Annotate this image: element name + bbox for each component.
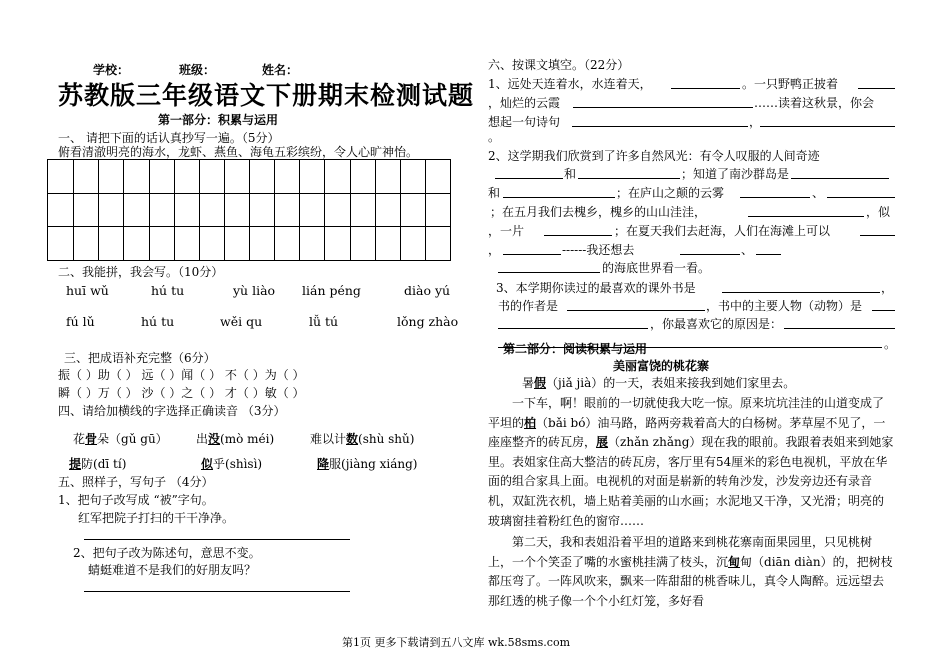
fill-blank[interactable] (503, 254, 561, 255)
pinyin-2: hú tu (151, 283, 185, 298)
pinyin-5: diào yú (404, 283, 451, 298)
q6-line9b: ；在夏天我们去赶海，人们在海滩上可以 (614, 224, 831, 238)
fill-blank[interactable] (567, 310, 705, 311)
story-paragraph-1: 暑假（jiǎ jià）的一天，表姐来接我到她们家里去。 (522, 376, 796, 390)
q6-line6a: 和 (564, 167, 577, 181)
class-label: 班级： (179, 63, 216, 77)
q6-line1b: 。一只野鸭正披着 (742, 77, 839, 91)
q6-title: 六、按课文填空。（22分） (488, 58, 630, 72)
q6-line2b: ……读着这秋景，你会 (754, 96, 875, 110)
q6-line9a: ，一片 (488, 224, 525, 238)
q4-title: 四、请给加横线的字选择正确读音 （3分） (58, 404, 286, 418)
q6-line4: 。 (488, 130, 501, 144)
q6-line12a: 3、本学期你读过的最喜欢的课外书是 (496, 281, 696, 295)
q6-line10b: ------我还想去 (562, 243, 635, 257)
q6-line3b: ， (749, 115, 762, 129)
fill-blank[interactable] (572, 126, 748, 127)
q2-title: 二、我能拼，我会写。（10分） (58, 265, 224, 279)
fill-blank[interactable] (671, 88, 740, 89)
pinyin-3: yù liào (233, 283, 276, 298)
q6-line6b: ；知道了南沙群岛是 (681, 167, 790, 181)
q6-line10a: ， (488, 243, 501, 257)
q5-answer-line-1[interactable] (84, 539, 350, 540)
q4-item-5: 似乎(shìsì) (201, 457, 263, 471)
fill-blank[interactable] (791, 178, 889, 179)
fill-blank[interactable] (860, 235, 895, 236)
pinyin-8: wěi qu (220, 314, 263, 329)
pinyin-7: hú tu (141, 314, 175, 329)
fill-blank[interactable] (680, 254, 740, 255)
fill-blank[interactable] (578, 178, 680, 179)
fill-blank[interactable] (573, 107, 753, 108)
name-label: 姓名： (262, 63, 299, 77)
q6-line7c: 、 (812, 186, 825, 200)
page-footer: 第1页 更多下载请到五八文库 wk.58sms.com (342, 636, 570, 649)
q6-line7a: 和 (488, 186, 501, 200)
q3-title: 三、把成语补充完整（6分） (64, 351, 216, 365)
fill-blank[interactable] (495, 178, 563, 179)
q5-instruction-1: 1、把句子改写成 “被”字句。 (58, 493, 214, 507)
q3-line2: 瞬（ ）万（ ） 沙（ ）之（ ） 才（ ）敏（ ） (58, 386, 305, 400)
pinyin-10: lǒng zhào (397, 314, 459, 329)
copy-grid[interactable] (47, 159, 451, 261)
q6-line2a: ，灿烂的云霞 (488, 96, 561, 110)
pinyin-6: fú lǔ (66, 314, 95, 329)
q1-title: 一、 请把下面的话认真抄写一遍。（5分） (58, 131, 280, 145)
pinyin-4: lián péng (302, 283, 361, 298)
q6-line11: 的海底世界看一看。 (602, 261, 711, 275)
page-title: 苏教版三年级语文下册期末检测试题 (58, 81, 475, 110)
q3-line1: 振（ ）助（ ） 远（ ）闻（ ） 不（ ）为（ ） (58, 368, 305, 382)
fill-blank[interactable] (740, 197, 810, 198)
q6-line3a: 想起一句诗句 (488, 115, 561, 129)
q5-sentence-1: 红军把院子打扫的干干净净。 (78, 511, 235, 525)
q6-line8a: ；在五月我们去槐乡，槐乡的山山洼洼， (490, 205, 707, 219)
fill-blank[interactable] (872, 310, 895, 311)
part1-title: 第一部分：积累与运用 (158, 113, 279, 127)
q4-item-4: 提防(dī tí) (69, 457, 127, 471)
q6-line10c: 、 (741, 243, 754, 257)
q4-item-3: 难以计数(shù shǔ) (310, 432, 415, 446)
q6-line5: 2、这学期我们欣赏到了许多自然风光：有令人叹服的人间奇迹 (488, 149, 820, 163)
q6-line12b: ， (881, 281, 894, 295)
part2-title: 第二部分：阅读积累与运用 (503, 342, 648, 356)
q5-instruction-2: 2、把句子改为陈述句，意思不变。 (73, 546, 261, 560)
school-label: 学校： (93, 63, 130, 77)
fill-blank[interactable] (827, 197, 895, 198)
q5-answer-line-2[interactable] (84, 591, 350, 592)
q4-item-1: 花骨朵（gǔ gū） (73, 432, 168, 446)
fill-blank[interactable] (756, 254, 781, 255)
q4-item-6: 降服(jiàng xiáng) (317, 457, 418, 471)
q6-line13a: 书的作者是 (498, 299, 559, 313)
fill-blank[interactable] (784, 328, 895, 329)
story-paragraph-3: 第二天，我和表姐沿着平坦的道路来到桃花寨南面果园里，只见桃树上，一个个笑歪了嘴的水蜜桃挂满了枝头，沉甸甸（diān diàn）的，把树枝都压弯了。一阵风吹来，飘来一阵甜甜的桃香味儿，真令人陶醉。远远望去那红透的桃子像一个个小红灯笼，多好看 (488, 535, 893, 608)
q5-sentence-2: 蜻蜓难道不是我们的好朋友吗？ (88, 563, 257, 577)
fill-blank[interactable] (544, 235, 612, 236)
q6-line7b: ；在庐山之颠的云雾 (616, 186, 725, 200)
q6-line15: 。 (884, 337, 897, 351)
fill-blank[interactable] (498, 272, 600, 273)
story-title: 美丽富饶的桃花寨 (613, 359, 710, 373)
fill-blank[interactable] (748, 216, 864, 217)
fill-blank[interactable] (498, 328, 648, 329)
story-paragraph-2: 一下车，啊！眼前的一切就使我大吃一惊。原来坑坑洼洼的山道变成了平坦的柏（bǎi bó）油马路，路两旁栽着高大的白杨树。茅草屋不见了，一座座整齐的砖瓦房，展（zhǎn zhǎng）现在我的眼前。我跟着表姐来到她家里。表姐家住高大整洁的砖瓦房，客厅里有54厘米的彩色电视机，平放在华面的组合家具上面。电视机的对面是崭新的转角沙发，沙发旁边还有录音机，双缸洗衣机，墙上贴着美丽的山水画；水泥地又干净，又光滑；明亮的玻璃窗挂着粉红色的窗帘…… (488, 396, 894, 528)
q4-item-2: 出没(mò méi) (196, 432, 275, 446)
q6-line8b: ，似 (866, 205, 891, 219)
q6-line13b: ，书中的主要人物（动物）是 (706, 299, 863, 313)
q5-title: 五、照样子，写句子 （4分） (58, 475, 214, 489)
q6-line14a: ，你最喜欢它的原因是： (650, 317, 783, 331)
fill-blank[interactable] (760, 126, 895, 127)
pinyin-9: lǚ tú (309, 314, 339, 329)
pinyin-1: huī wǔ (66, 283, 109, 298)
q1-text: 俯看清澈明亮的海水，龙虾、燕鱼、海龟五彩缤纷，令人心旷神怡。 (58, 145, 419, 159)
fill-blank[interactable] (722, 292, 880, 293)
q6-line1a: 1、远处天连着水，水连着天， (488, 77, 652, 91)
fill-blank[interactable] (858, 88, 895, 89)
fill-blank[interactable] (503, 197, 615, 198)
